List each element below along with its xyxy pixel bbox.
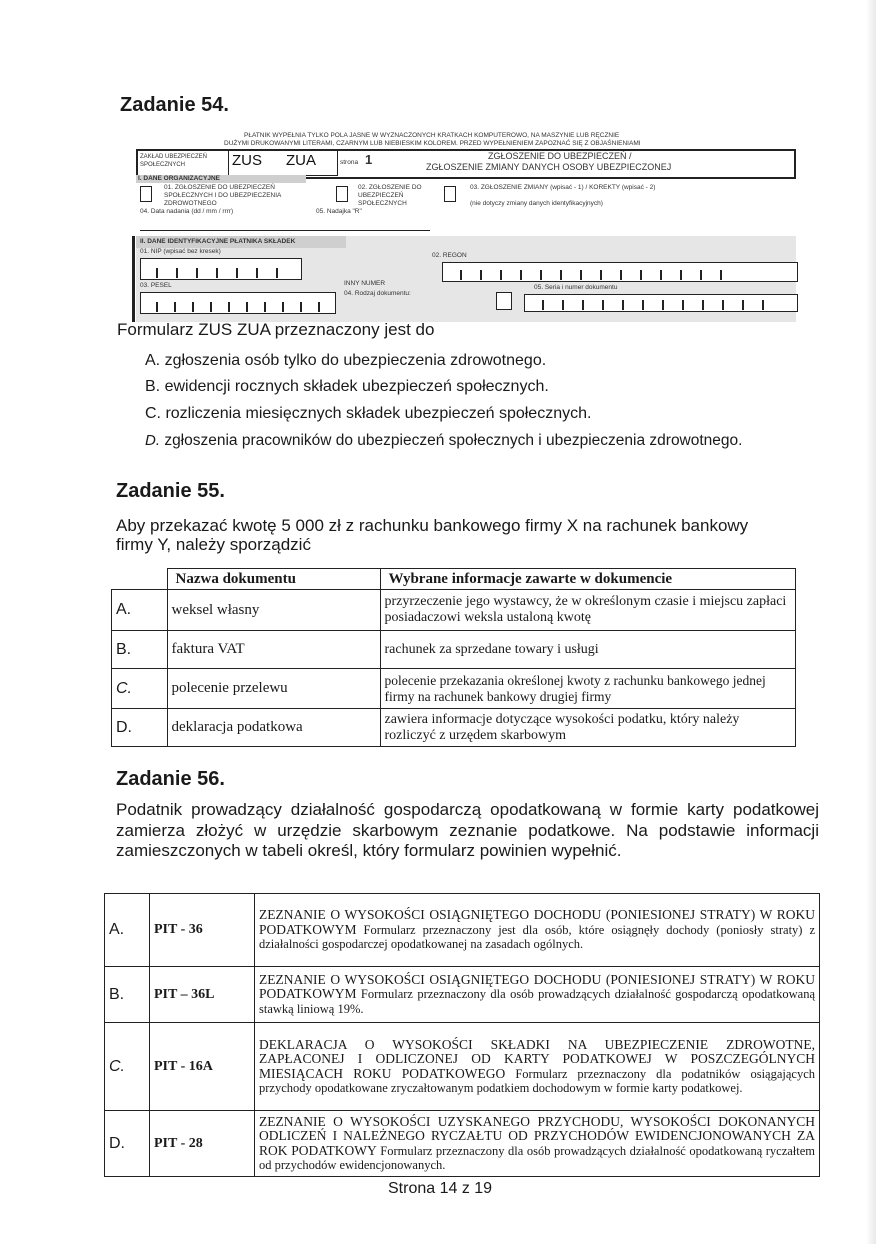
z54-option-a[interactable]: A. zgłoszenia osób tylko do ubezpieczenia zdrowotnego.: [145, 352, 547, 369]
answer-mark: D.: [145, 432, 160, 449]
z54-heading: Zadanie 54.: [120, 94, 229, 116]
form-sec2: II. DANE IDENTYFIKACYJNE PŁATNIKA SKŁADEK: [140, 238, 296, 245]
form-strona-label: strona: [340, 159, 359, 166]
z55-question-line1: Aby przekazać kwotę 5 000 zł z rachunku bankowego firmy X na rachunek bankowy: [116, 516, 749, 535]
form-pesel-input[interactable]: [140, 292, 336, 314]
zus-zua-form-image: [128, 128, 696, 322]
table-row[interactable]: A. weksel własny przyrzeczenie jego wystawcy, że w określonym czasie i miejscu zapłaci posiadaczowi weksla ustaloną kwotę: [112, 590, 796, 631]
table-row[interactable]: D. deklaracja podatkowa zawiera informacje dotyczące wysokości podatku, który należy rozliczyć z urzędem skarbowym: [112, 709, 796, 747]
form-title-1: ZGŁOSZENIE DO UBEZPIECZEŃ /: [488, 151, 632, 161]
form-note-2: DUŻYMI DRUKOWANYMI LITERAMI, CZARNYM LUB NIEBIESKIM KOLOREM. PRZED WYPEŁNIENIEM ZAPOZNAĆ SIĘ Z OBJAŚNIENIAMI: [224, 140, 641, 147]
form-f03: 03. ZGŁOSZENIE ZMIANY (wpisać - 1) / KOREKTY (wpisać - 2): [470, 184, 656, 191]
z54-option-c[interactable]: C. rozliczenia miesięcznych składek ubezpieczeń społecznych.: [145, 405, 592, 422]
form-f03b: (nie dotyczy zmiany danych identyfikacyjnych): [470, 200, 603, 207]
z55-heading: Zadanie 55.: [116, 480, 225, 502]
form-zus-label: ZAKŁAD UBEZPIECZEŃ SPOŁECZNYCH: [140, 154, 208, 168]
scan-edge: [866, 0, 876, 1244]
form-seria-input[interactable]: [524, 294, 798, 312]
z54-question: Formularz ZUS ZUA przeznaczony jest do: [117, 320, 435, 339]
form-f05: 05. Nadajka "R": [316, 208, 362, 215]
form-pesel: 03. PESEL: [140, 282, 172, 289]
form-checkbox-03[interactable]: [444, 186, 456, 202]
z54-option-d[interactable]: D. zgłoszenia pracowników do ubezpieczeń społecznych i ubezpieczenia zdrowotnego.: [145, 432, 743, 449]
form-f01: 01. ZGŁOSZENIE DO UBEZPIECZEŃ SPOŁECZNYCH I DO UBEZPIECZENIA ZDROWOTNEGO: [164, 184, 282, 207]
form-rodzaj: 04. Rodzaj dokumentu:: [344, 290, 411, 297]
form-rodzaj-input[interactable]: [496, 292, 512, 310]
table-row[interactable]: C. PIT - 16A DEKLARACJA O WYSOKOŚCI SKŁADKI NA UBEZPIECZENIE ZDROWOTNE, ZAPŁACONEJ I ODLICZONEJ OD KARTY PODATKOWEJ W POSZCZEGÓLNYCH MIESIĄCACH ROKU PODATKOWEGO Formularz przeznaczony dla podatników osiągających przychody opodatkowane zryczałtowanym podatkiem dochodowym w formie karty podatkowej.: [105, 1023, 820, 1111]
form-strona: 1: [365, 152, 373, 167]
form-note-1: PŁATNIK WYPEŁNIA TYLKO POLA JASNE W WYZNACZONYCH KRATKACH KOMPUTEROWO, NA MASZYNIE LUB RĘCZNIE: [244, 132, 620, 139]
z56-table: [104, 893, 820, 1177]
z56-heading: Zadanie 56.: [116, 768, 225, 790]
table-row[interactable]: D. PIT - 28 ZEZNANIE O WYSOKOŚCI UZYSKANEGO PRZYCHODU, WYSOKOŚCI DOKONANYCH ODLICZEŃ I NALEŻNEGO RYCZAŁTU OD PRZYCHODÓW EWIDENCJONOWANYCH ZA ROK PODATKOWY Formularz przeznaczony dla osób prowadzących działalność opodatkowaną ryczałtem od przychodów ewidencjonowanych.: [105, 1111, 820, 1177]
form-title-2: ZGŁOSZENIE ZMIANY DANYCH OSOBY UBEZPIECZONEJ: [426, 162, 672, 172]
z55-col-name: Nazwa dokumentu: [167, 569, 380, 590]
table-row[interactable]: C. polecenie przelewu polecenie przekazania określonej kwoty z rachunku bankowego jednej firmy na rachunek bankowy drugiej firmy: [112, 669, 796, 709]
form-sec1: I. DANE ORGANIZACYJNE: [138, 175, 220, 182]
form-f04: 04. Data nadania (dd / mm / rrrr): [140, 208, 234, 215]
table-row[interactable]: B. faktura VAT rachunek za sprzedane towary i usługi: [112, 631, 796, 669]
form-checkbox-01[interactable]: [140, 186, 152, 202]
form-zua: ZUA: [286, 152, 316, 169]
answer-mark: C.: [112, 669, 168, 709]
z55-table: [111, 568, 796, 747]
form-seria: 05. Seria i numer dokumentu: [534, 284, 618, 291]
page-footer: Strona 14 z 19: [388, 1180, 493, 1197]
form-zus: ZUS: [232, 152, 262, 169]
answer-mark: C.: [105, 1023, 150, 1111]
z54-option-b[interactable]: B. ewidencji rocznych składek ubezpieczeń społecznych.: [145, 378, 549, 395]
table-row[interactable]: B. PIT – 36L ZEZNANIE O WYSOKOŚCI OSIĄGNIĘTEGO DOCHODU (PONIESIONEJ STRATY) W ROKU PODATKOWYM Formularz przeznaczony dla osób prowadzących działalność gospodarczą opodatkowaną stawką liniową 19%.: [105, 967, 820, 1023]
form-nip: 01. NIP (wpisać bez kresek): [140, 248, 221, 255]
form-inny: INNY NUMER: [344, 280, 386, 287]
form-checkbox-02[interactable]: [336, 186, 348, 202]
z55-col-info: Wybrane informacje zawarte w dokumencie: [380, 569, 796, 590]
z56-question: Podatnik prowadzący działalność gospodarczą opodatkowaną w formie karty podatkowej zamierza złożyć w urzędzie skarbowym zeznanie podatkowe. Na podstawie informacji zamieszczonych w tabeli określ, który formularz powinien wypełnić.: [116, 800, 819, 860]
table-row[interactable]: A. PIT - 36 ZEZNANIE O WYSOKOŚCI OSIĄGNIĘTEGO DOCHODU (PONIESIONEJ STRATY) W ROKU PODATKOWYM Formularz przeznaczony jest dla osób, które osiągnęły dochody (poniosły straty) z działalności gospodarczej opodatkowanej na zasadach ogólnych.: [105, 894, 820, 967]
form-f02: 02. ZGŁOSZENIE DO UBEZPIECZEŃ SPOŁECZNYCH: [358, 184, 422, 207]
z55-question-line2: firmy Y, należy sporządzić: [116, 535, 311, 554]
form-regon: 02. REGON: [432, 252, 467, 259]
